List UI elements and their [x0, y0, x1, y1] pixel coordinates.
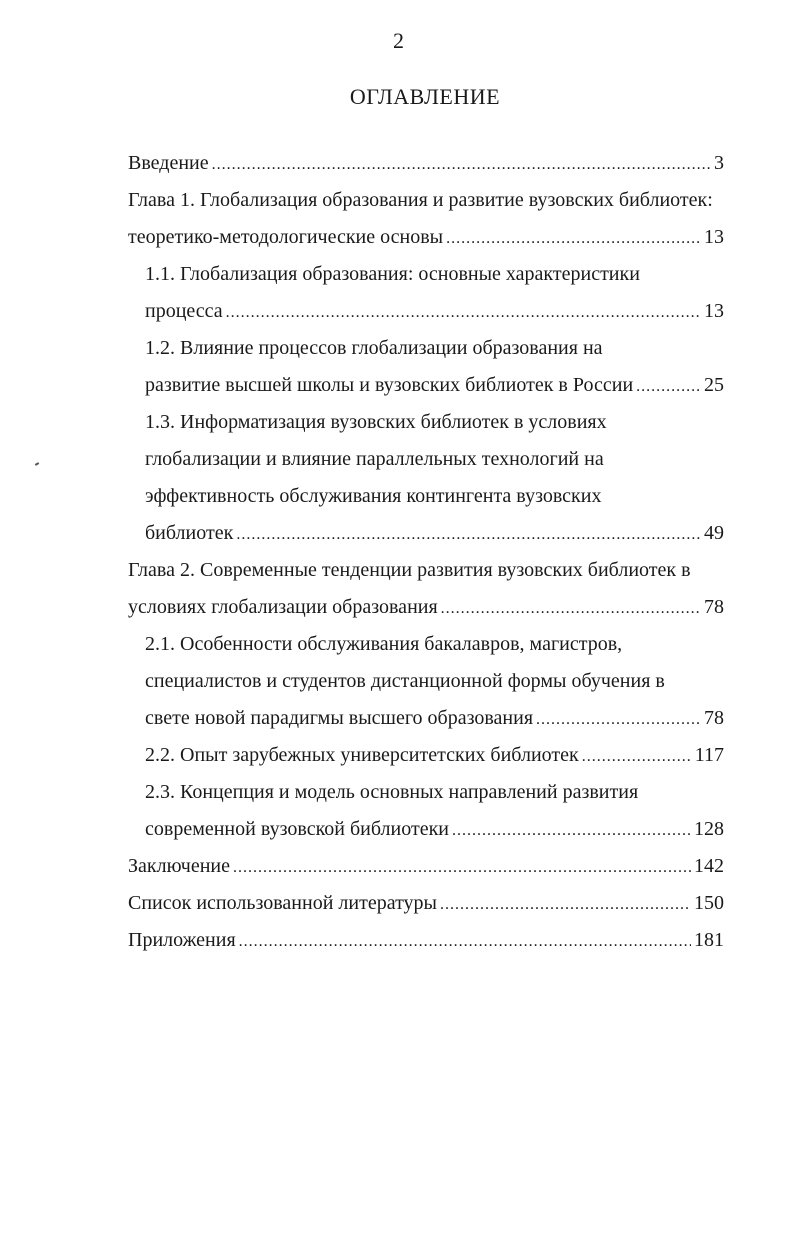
- toc-entry-title: Список использованной литературы: [128, 892, 437, 914]
- toc-entry-title: Приложения: [128, 929, 236, 951]
- toc-entry-title-cont: свете новой парадигмы высшего образования: [145, 707, 534, 729]
- dot-leader: [239, 923, 691, 960]
- toc-entry-title-cont: условиях глобализации образования: [128, 596, 438, 618]
- toc-entry-title-cont: специалистов и студентов дистанционной формы обучения в: [145, 670, 665, 692]
- toc-entry-references[interactable]: [128, 885, 724, 922]
- dot-leader: [441, 590, 701, 627]
- toc-entry-section-2-3[interactable]: [128, 774, 724, 848]
- toc-page-number: 13: [704, 226, 724, 248]
- toc-page-number: 181: [694, 929, 724, 951]
- page-number: 2: [393, 28, 404, 53]
- toc-entry-section-2-1[interactable]: [128, 626, 724, 737]
- dot-leader: [536, 701, 701, 738]
- toc-entry-title: 1.1. Глобализация образования: основные характеристики: [145, 263, 640, 285]
- toc-entry-section-1-1[interactable]: [128, 256, 724, 330]
- toc-page-number: 142: [694, 855, 724, 877]
- dot-leader: [233, 849, 691, 886]
- toc-page-number: 25: [704, 374, 724, 396]
- dot-leader: [226, 294, 701, 331]
- toc-entry-title: 2.3. Концепция и модель основных направлений развития: [145, 781, 639, 803]
- toc-entry-title: 2.1. Особенности обслуживания бакалавров, магистров,: [145, 633, 623, 655]
- toc-entry-intro[interactable]: [128, 145, 724, 182]
- toc-entry-title-cont: глобализации и влияние параллельных технологий на: [145, 448, 604, 470]
- toc-entry-chapter-1[interactable]: [128, 182, 724, 256]
- page-title: ОГЛАВЛЕНИЕ: [349, 84, 501, 109]
- toc-page-number: 117: [694, 744, 724, 766]
- table-of-contents: [128, 145, 724, 959]
- dot-leader: [636, 368, 701, 405]
- toc-entry-title: 1.2. Влияние процессов глобализации образования на: [145, 337, 603, 359]
- toc-entry-section-1-3[interactable]: [128, 404, 724, 552]
- toc-entry-title-cont: теоретико-методологические основы: [128, 226, 444, 248]
- toc-entry-title: Введение: [128, 152, 209, 174]
- scan-speck: [35, 462, 39, 466]
- toc-entry-title-cont: современной вузовской библиотеки: [145, 818, 450, 840]
- toc-page-number: 78: [704, 707, 724, 729]
- toc-entry-title-cont: процесса: [145, 300, 223, 322]
- toc-entry-conclusion[interactable]: [128, 848, 724, 885]
- toc-entry-title: Заключение: [128, 855, 230, 877]
- toc-entry-title-cont: библиотек: [145, 522, 234, 544]
- toc-page-number: 78: [704, 596, 724, 618]
- dot-leader: [582, 738, 692, 775]
- toc-entry-section-2-2[interactable]: [128, 737, 724, 774]
- toc-page-number: 150: [694, 892, 724, 914]
- dot-leader: [446, 220, 701, 257]
- toc-entry-chapter-2[interactable]: [128, 552, 724, 626]
- toc-page-number: 13: [704, 300, 724, 322]
- toc-page-number: 128: [694, 818, 724, 840]
- dot-leader: [236, 516, 701, 553]
- toc-entry-title: Глава 1. Глобализация образования и развитие вузовских библиотек:: [128, 189, 713, 211]
- dot-leader: [440, 886, 691, 923]
- dot-leader: [452, 812, 691, 849]
- toc-entry-appendices[interactable]: [128, 922, 724, 959]
- toc-entry-title: Глава 2. Современные тенденции развития вузовских библиотек в: [128, 559, 691, 581]
- toc-page-number: 3: [714, 152, 724, 174]
- toc-entry-title-cont: развитие высшей школы и вузовских библиотек в России: [145, 374, 634, 396]
- toc-page-number: 49: [704, 522, 724, 544]
- toc-entry-title: 1.3. Информатизация вузовских библиотек в условиях: [145, 411, 607, 433]
- toc-entry-title: 2.2. Опыт зарубежных университетских библиотек: [145, 744, 579, 766]
- toc-entry-title-cont: эффективность обслуживания контингента вузовских: [145, 485, 602, 507]
- toc-entry-section-1-2[interactable]: [128, 330, 724, 404]
- dot-leader: [212, 146, 711, 183]
